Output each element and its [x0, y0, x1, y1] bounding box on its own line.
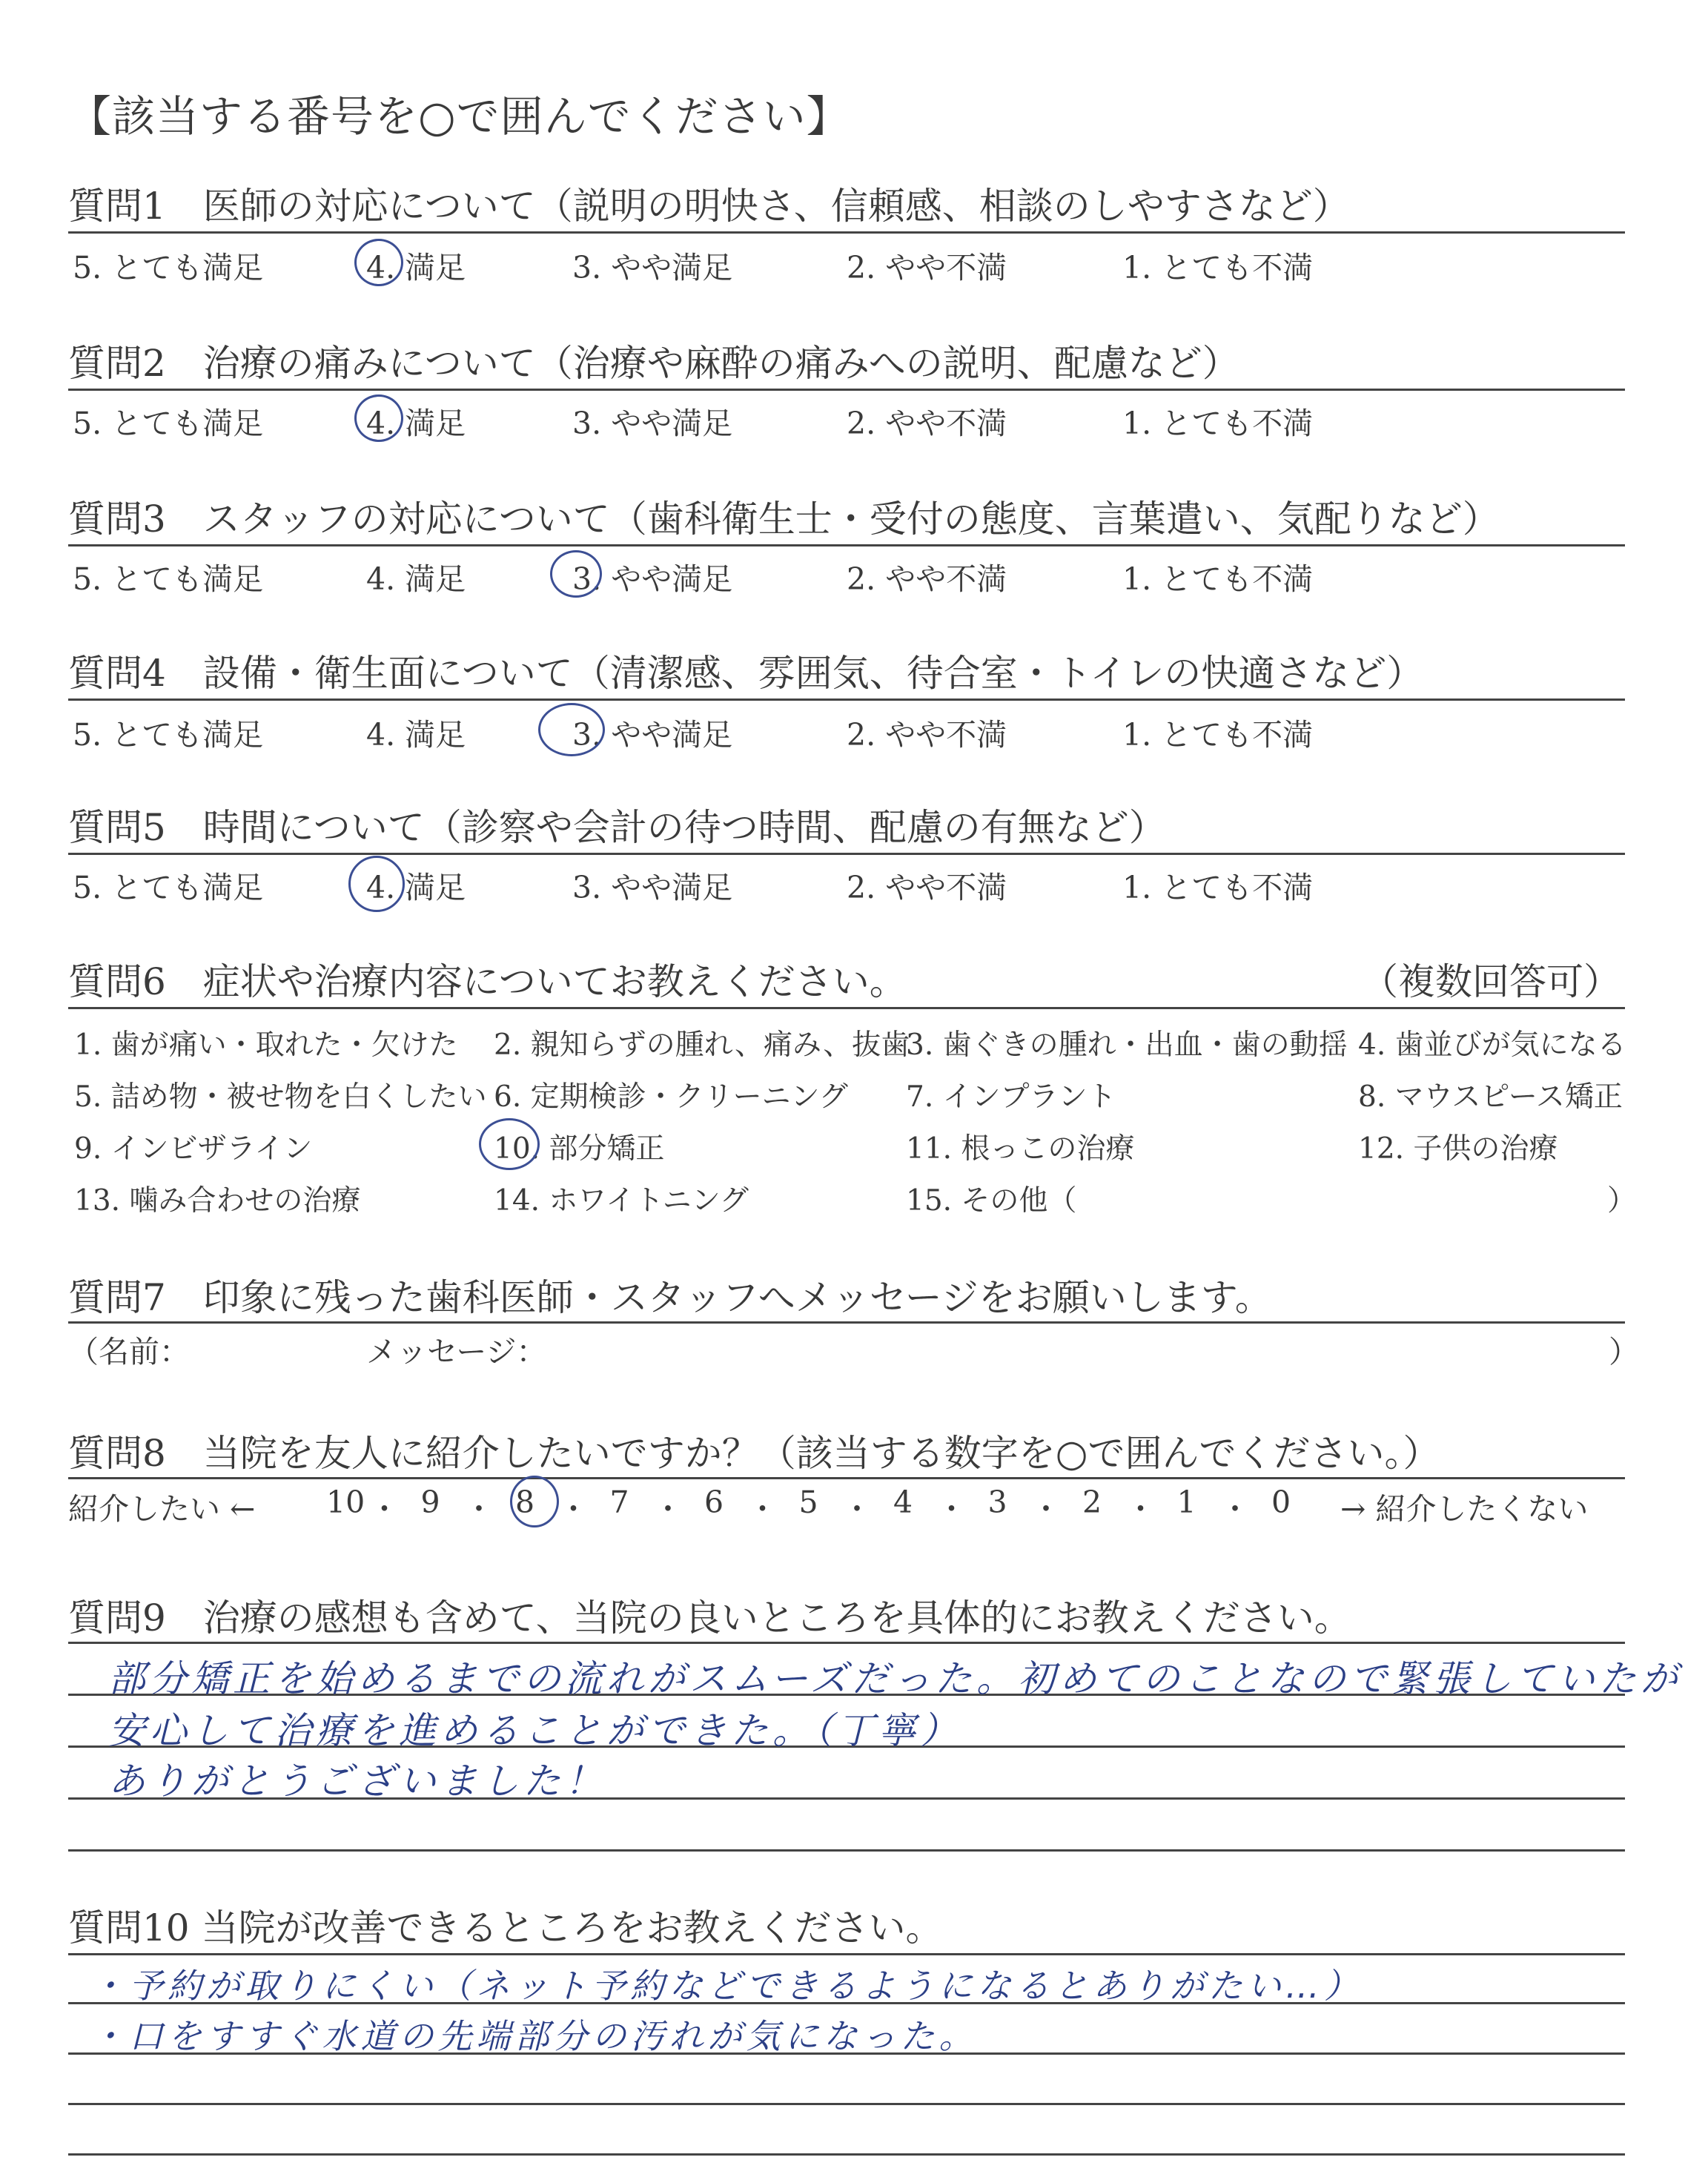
- q6-item-9[interactable]: 9. インビザライン: [74, 1132, 313, 1166]
- q8-scale-separator: ・: [747, 1491, 778, 1527]
- q8-scale-value-2[interactable]: 2: [1082, 1484, 1102, 1520]
- q6-selection-circle: [479, 1118, 540, 1170]
- q1-option-3[interactable]: 3. やや満足: [572, 250, 733, 285]
- q8-scale-separator: ・: [1219, 1491, 1251, 1527]
- q8-scale-separator: ・: [841, 1491, 873, 1527]
- q8-scale-separator: ・: [1125, 1491, 1156, 1527]
- q6-item-3[interactable]: 3. 歯ぐきの腫れ・出血・歯の動揺: [906, 1028, 1348, 1062]
- q5-option-1[interactable]: 1. とても不満: [1122, 870, 1314, 905]
- q7-message-label: メッセージ：: [366, 1334, 547, 1370]
- q3-option-1[interactable]: 1. とても不満: [1122, 561, 1314, 597]
- q8-scale-value-5[interactable]: 5: [798, 1484, 818, 1520]
- q2-option-5[interactable]: 5. とても満足: [73, 406, 264, 441]
- q8-scale-value-10[interactable]: 10: [326, 1484, 365, 1520]
- q7-close-paren: ）: [1609, 1334, 1639, 1370]
- q2-option-1[interactable]: 1. とても不満: [1122, 406, 1314, 441]
- q6-item-2[interactable]: 2. 親知らずの腫れ、痛み、抜歯: [494, 1028, 910, 1062]
- q6-item-5[interactable]: 5. 詰め物・被せ物を白くしたい: [74, 1080, 487, 1114]
- q4-option-4[interactable]: 4. 満足: [366, 717, 466, 753]
- q2-option-3[interactable]: 3. やや満足: [572, 406, 733, 441]
- question-1-rule: [68, 231, 1625, 234]
- q9-answer-line-1: 部分矯正を始めるまでの流れがスムーズだった。初めてのことなので緊張していたが: [108, 1657, 1682, 1700]
- page-title: 【該当する番号を○で囲んでください】: [68, 91, 850, 142]
- q6-item-10[interactable]: 10. 部分矯正: [494, 1132, 665, 1166]
- q6-other-close-paren: ）: [1607, 1184, 1637, 1218]
- q8-scale-value-1[interactable]: 1: [1176, 1484, 1196, 1520]
- q8-scale-value-0[interactable]: 0: [1271, 1484, 1291, 1520]
- q8-selection-circle: [510, 1476, 559, 1527]
- q9-answer-line-3: ありがとうございました！: [108, 1760, 606, 1803]
- q6-item-6[interactable]: 6. 定期検診・クリーニング: [494, 1080, 848, 1114]
- q8-scale-separator: ・: [463, 1491, 494, 1527]
- q8-scale-separator: ・: [936, 1491, 967, 1527]
- q1-option-5[interactable]: 5. とても満足: [73, 250, 264, 285]
- question-7-title: 質問7 印象に残った歯科医師・スタッフへメッセージをお願いします。: [68, 1276, 1272, 1319]
- q8-right-label: → 紹介したくない: [1340, 1491, 1589, 1527]
- q3-option-3[interactable]: 3. やや満足: [572, 561, 733, 597]
- q3-selection-circle: [550, 550, 602, 598]
- question-1-title: 質問1 医師の対応について（説明の明快さ、信頼感、相談のしやすさなど）: [68, 185, 1350, 228]
- q1-selection-circle: [354, 239, 403, 286]
- q8-scale-separator: ・: [652, 1491, 683, 1527]
- question-5-rule: [68, 853, 1625, 855]
- q9-rule-5: [68, 1849, 1625, 1852]
- q4-option-5[interactable]: 5. とても満足: [73, 717, 264, 753]
- question-6-title: 質問6 症状や治療内容についてお教えください。: [68, 960, 907, 1003]
- question-6-note: （複数回答可）: [1361, 960, 1621, 1003]
- q10-rule-1: [68, 1953, 1625, 1955]
- q6-item-12[interactable]: 12. 子供の治療: [1358, 1132, 1558, 1166]
- question-7-rule: [68, 1321, 1625, 1324]
- q2-option-4[interactable]: 4. 満足: [366, 406, 466, 441]
- q6-item-11[interactable]: 11. 根っこの治療: [906, 1132, 1135, 1166]
- q10-rule-5: [68, 2153, 1625, 2156]
- q8-scale-value-9[interactable]: 9: [420, 1484, 440, 1520]
- q6-item-7[interactable]: 7. インプラント: [906, 1080, 1116, 1114]
- q3-option-2[interactable]: 2. やや不満: [847, 561, 1007, 597]
- q8-scale-separator: ・: [369, 1491, 400, 1527]
- question-9-title: 質問9 治療の感想も含めて、当院の良いところを具体的にお教えください。: [68, 1596, 1351, 1639]
- question-8-rule: [68, 1477, 1625, 1479]
- question-3-rule: [68, 544, 1625, 546]
- q10-answer-line-1: ・予約が取りにくい（ネット予約などできるようになるとありがたい…）: [90, 1966, 1363, 2006]
- q5-option-2[interactable]: 2. やや不満: [847, 870, 1007, 905]
- question-8-title: 質問8 当院を友人に紹介したいですか？（該当する数字を○で囲んでください。）: [68, 1432, 1440, 1475]
- q4-selection-circle: [538, 703, 605, 756]
- q8-scale-value-7[interactable]: 7: [609, 1484, 629, 1520]
- question-4-title: 質問4 設備・衛生面について（清潔感、雰囲気、待合室・トイレの快適さなど）: [68, 652, 1424, 695]
- q6-item-8[interactable]: 8. マウスピース矯正: [1358, 1080, 1623, 1114]
- question-10-title: 質問10 当院が改善できるところをお教えください。: [68, 1906, 943, 1949]
- q8-scale-value-8[interactable]: 8: [515, 1484, 535, 1520]
- q6-item-1[interactable]: 1. 歯が痛い・取れた・欠けた: [74, 1028, 458, 1062]
- q5-selection-circle: [348, 856, 405, 912]
- q8-scale-value-3[interactable]: 3: [987, 1484, 1007, 1520]
- question-2-title: 質問2 治療の痛みについて（治療や麻酔の痛みへの説明、配慮など）: [68, 342, 1239, 385]
- q1-option-1[interactable]: 1. とても不満: [1122, 250, 1314, 285]
- q1-option-2[interactable]: 2. やや不満: [847, 250, 1007, 285]
- q5-option-5[interactable]: 5. とても満足: [73, 870, 264, 905]
- q8-scale-value-4[interactable]: 4: [893, 1484, 913, 1520]
- q10-rule-4: [68, 2103, 1625, 2105]
- q7-name-label: （名前：: [68, 1334, 190, 1370]
- q3-option-4[interactable]: 4. 満足: [366, 561, 466, 597]
- question-2-rule: [68, 389, 1625, 391]
- q10-answer-line-2: ・口をすすぐ水道の先端部分の汚れが気になった。: [90, 2016, 978, 2056]
- q5-option-3[interactable]: 3. やや満足: [572, 870, 733, 905]
- q1-option-4[interactable]: 4. 満足: [366, 250, 466, 285]
- q2-option-2[interactable]: 2. やや不満: [847, 406, 1007, 441]
- q4-option-3[interactable]: 3. やや満足: [572, 717, 733, 753]
- question-5-title: 質問5 時間について（診察や会計の待つ時間、配慮の有無など）: [68, 806, 1166, 849]
- question-4-rule: [68, 698, 1625, 701]
- q6-item-15[interactable]: 15. その他（: [906, 1184, 1077, 1218]
- q6-item-13[interactable]: 13. 噛み合わせの治療: [74, 1184, 361, 1218]
- question-3-title: 質問3 スタッフの対応について（歯科衛生士・受付の態度、言葉遣い、気配りなど）: [68, 498, 1500, 541]
- q5-option-4[interactable]: 4. 満足: [366, 870, 466, 905]
- q3-option-5[interactable]: 5. とても満足: [73, 561, 264, 597]
- q8-scale-separator: ・: [1030, 1491, 1062, 1527]
- q8-scale-separator: ・: [558, 1491, 589, 1527]
- q4-option-1[interactable]: 1. とても不満: [1122, 717, 1314, 753]
- q9-rule-1: [68, 1642, 1625, 1644]
- question-6-rule: [68, 1007, 1625, 1009]
- q8-scale-value-6[interactable]: 6: [704, 1484, 724, 1520]
- q9-answer-line-2: 安心して治療を進めることができた。（丁寧）: [108, 1709, 961, 1752]
- q8-left-label: 紹介したい ←: [68, 1491, 256, 1527]
- q6-item-4[interactable]: 4. 歯並びが気になる: [1358, 1028, 1626, 1062]
- q2-selection-circle: [354, 394, 403, 442]
- q4-option-2[interactable]: 2. やや不満: [847, 717, 1007, 753]
- q6-item-14[interactable]: 14. ホワイトニング: [494, 1184, 749, 1218]
